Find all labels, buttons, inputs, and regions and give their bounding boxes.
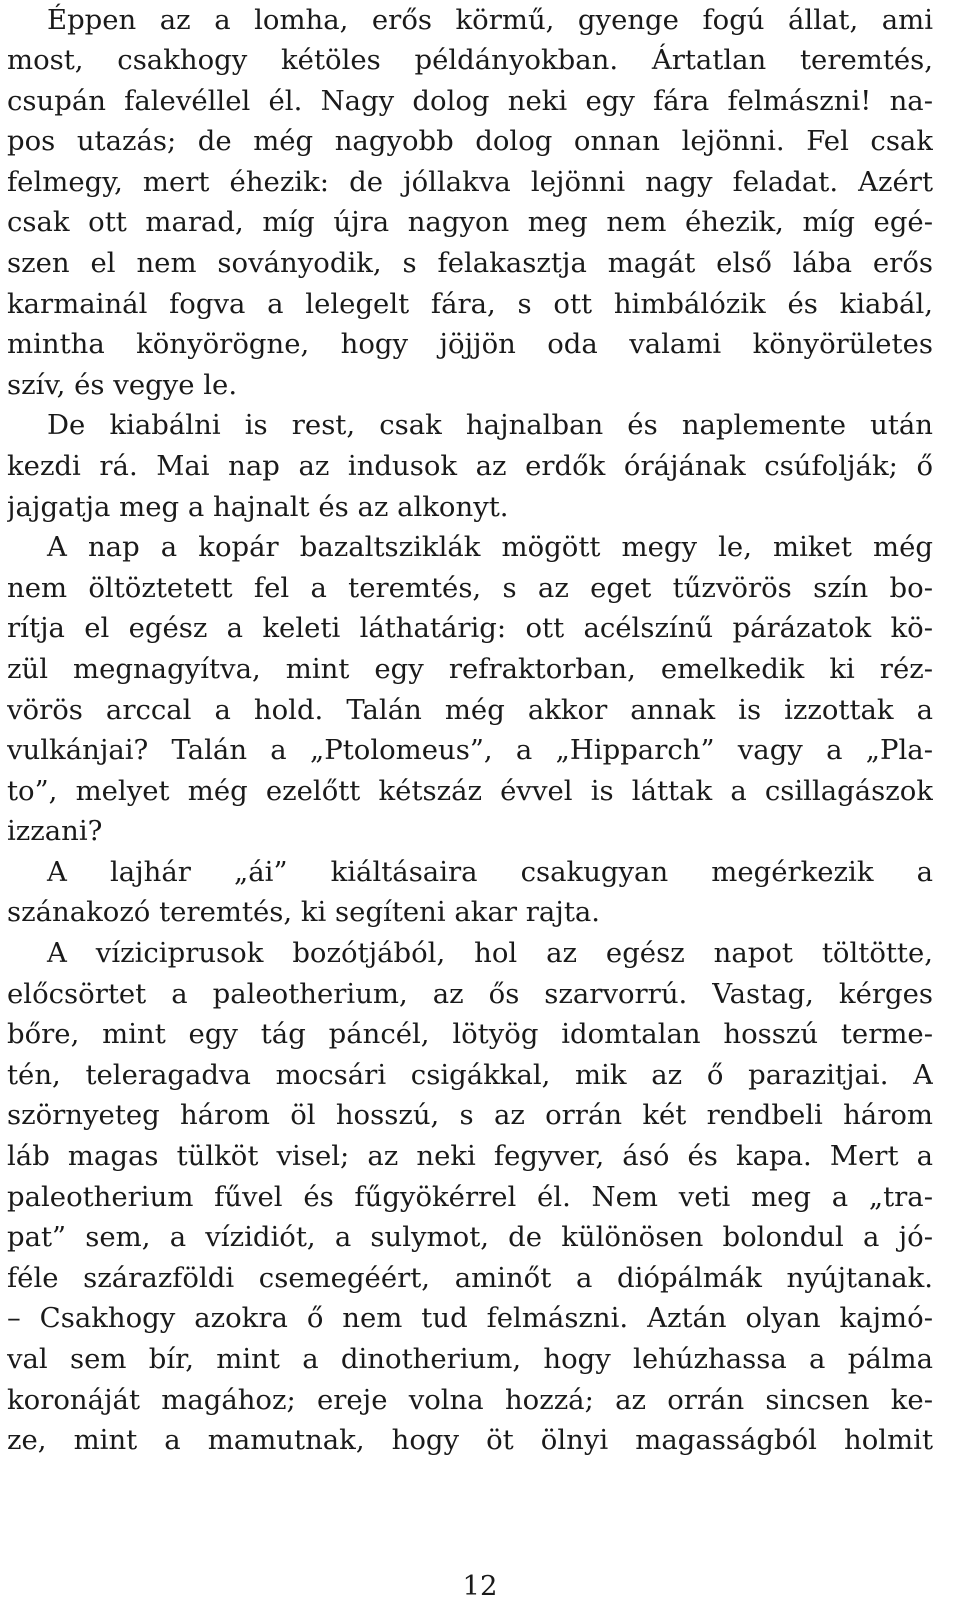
text-line: ze, mint a mamutnak, hogy öt ölnyi magasságból holmit [7, 1424, 933, 1457]
text-line: szörnyeteg három öl hosszú, s az orrán két rendbeli három [7, 1099, 933, 1132]
text-line: jajgatja meg a hajnalt és az alkonyt. [7, 490, 509, 523]
text-line: zül megnagyítva, mint egy refraktorban, emelkedik ki réz- [7, 652, 933, 685]
text-line: – Csakhogy azokra ő nem tud felmászni. Aztán olyan kajmó- [7, 1302, 933, 1335]
text-line: csak ott marad, míg újra nagyon meg nem éhezik, míg egé- [7, 206, 933, 239]
text-line: izzani? [7, 815, 103, 848]
text-line: A lajhár „ái” kiáltásaira csakugyan megérkezik a [47, 855, 933, 888]
text-line: val sem bír, mint a dinotherium, hogy lehúzhassa a pálma [7, 1343, 933, 1375]
text-line: A nap a kopár bazaltsziklák mögött megy le, miket még [47, 531, 933, 564]
text-line: pos utazás; de még nagyobb dolog onnan lejönni. Fel csak [7, 125, 933, 158]
text-line: láb magas tülköt visel; az neki fegyver, ásó és kapa. Mert a [7, 1140, 933, 1173]
text-line: rítja el egész a keleti láthatárig: ott acélszínű párázatok kö- [7, 612, 933, 645]
text-line: karmainál fogva a lelegelt fára, s ott himbálózik és kiabál, [7, 287, 933, 320]
text-line: felmegy, mert éhezik: de jóllakva lejönni nagy feladat. Azért [7, 165, 933, 198]
text-line: előcsörtet a paleotherium, az ős szarvorrú. Vastag, kérges [7, 977, 933, 1010]
page-body [7, 0, 933, 1461]
text-line: bőre, mint egy tág páncél, lötyög idomtalan hosszú terme- [7, 1018, 933, 1051]
text-line: A víziciprusok bozótjából, hol az egész napot töltötte, [47, 937, 933, 970]
text-line: szen el nem soványodik, s felakasztja magát első lába erős [7, 246, 933, 279]
text-line: mintha könyörögne, hogy jöjjön oda valami könyörületes [7, 328, 933, 361]
text-line: szánakozó teremtés, ki segíteni akar rajta. [7, 896, 601, 929]
text-line: De kiabálni is rest, csak hajnalban és naplemente után [47, 409, 933, 442]
text-line: nem öltöztetett fel a teremtés, s az eget tűzvörös szín bo- [7, 571, 933, 604]
text-line: kezdi rá. Mai nap az indusok az erdők órájának csúfolják; ő [7, 449, 933, 482]
text-line: csupán falevéllel él. Nagy dolog neki egy fára felmászni! na- [7, 84, 933, 117]
text-line: féle szárazföldi csemegéért, aminőt a diópálmák nyújtanak. [7, 1261, 933, 1294]
text-line: most, csakhogy kétöles példányokban. Ártatlan teremtés, [7, 44, 933, 76]
text-line: to”, melyet még ezelőtt kétszáz évvel is láttak a csillagászok [7, 774, 933, 807]
text-line: koronáját magához; ereje volna hozzá; az orrán sincsen ke- [7, 1383, 933, 1416]
page-number: 12 [462, 1570, 498, 1602]
text-line: szív, és vegye le. [7, 368, 238, 401]
text-line: vulkánjai? Talán a „Ptolomeus”, a „Hipparch” vagy a „Pla- [7, 734, 933, 767]
text-line: Éppen az a lomha, erős körmű, gyenge fogú állat, ami [47, 4, 933, 36]
text-line: vörös arccal a hold. Talán még akkor annak is izzottak a [7, 693, 933, 726]
text-line: tén, teleragadva mocsári csigákkal, mik az ő parazitjai. A [7, 1058, 933, 1091]
text-line: pat” sem, a vízidiót, a sulymot, de különösen bolondul a jó- [7, 1221, 933, 1254]
text-line: paleotherium fűvel és fűgyökérrel él. Nem veti meg a „tra- [7, 1180, 933, 1213]
